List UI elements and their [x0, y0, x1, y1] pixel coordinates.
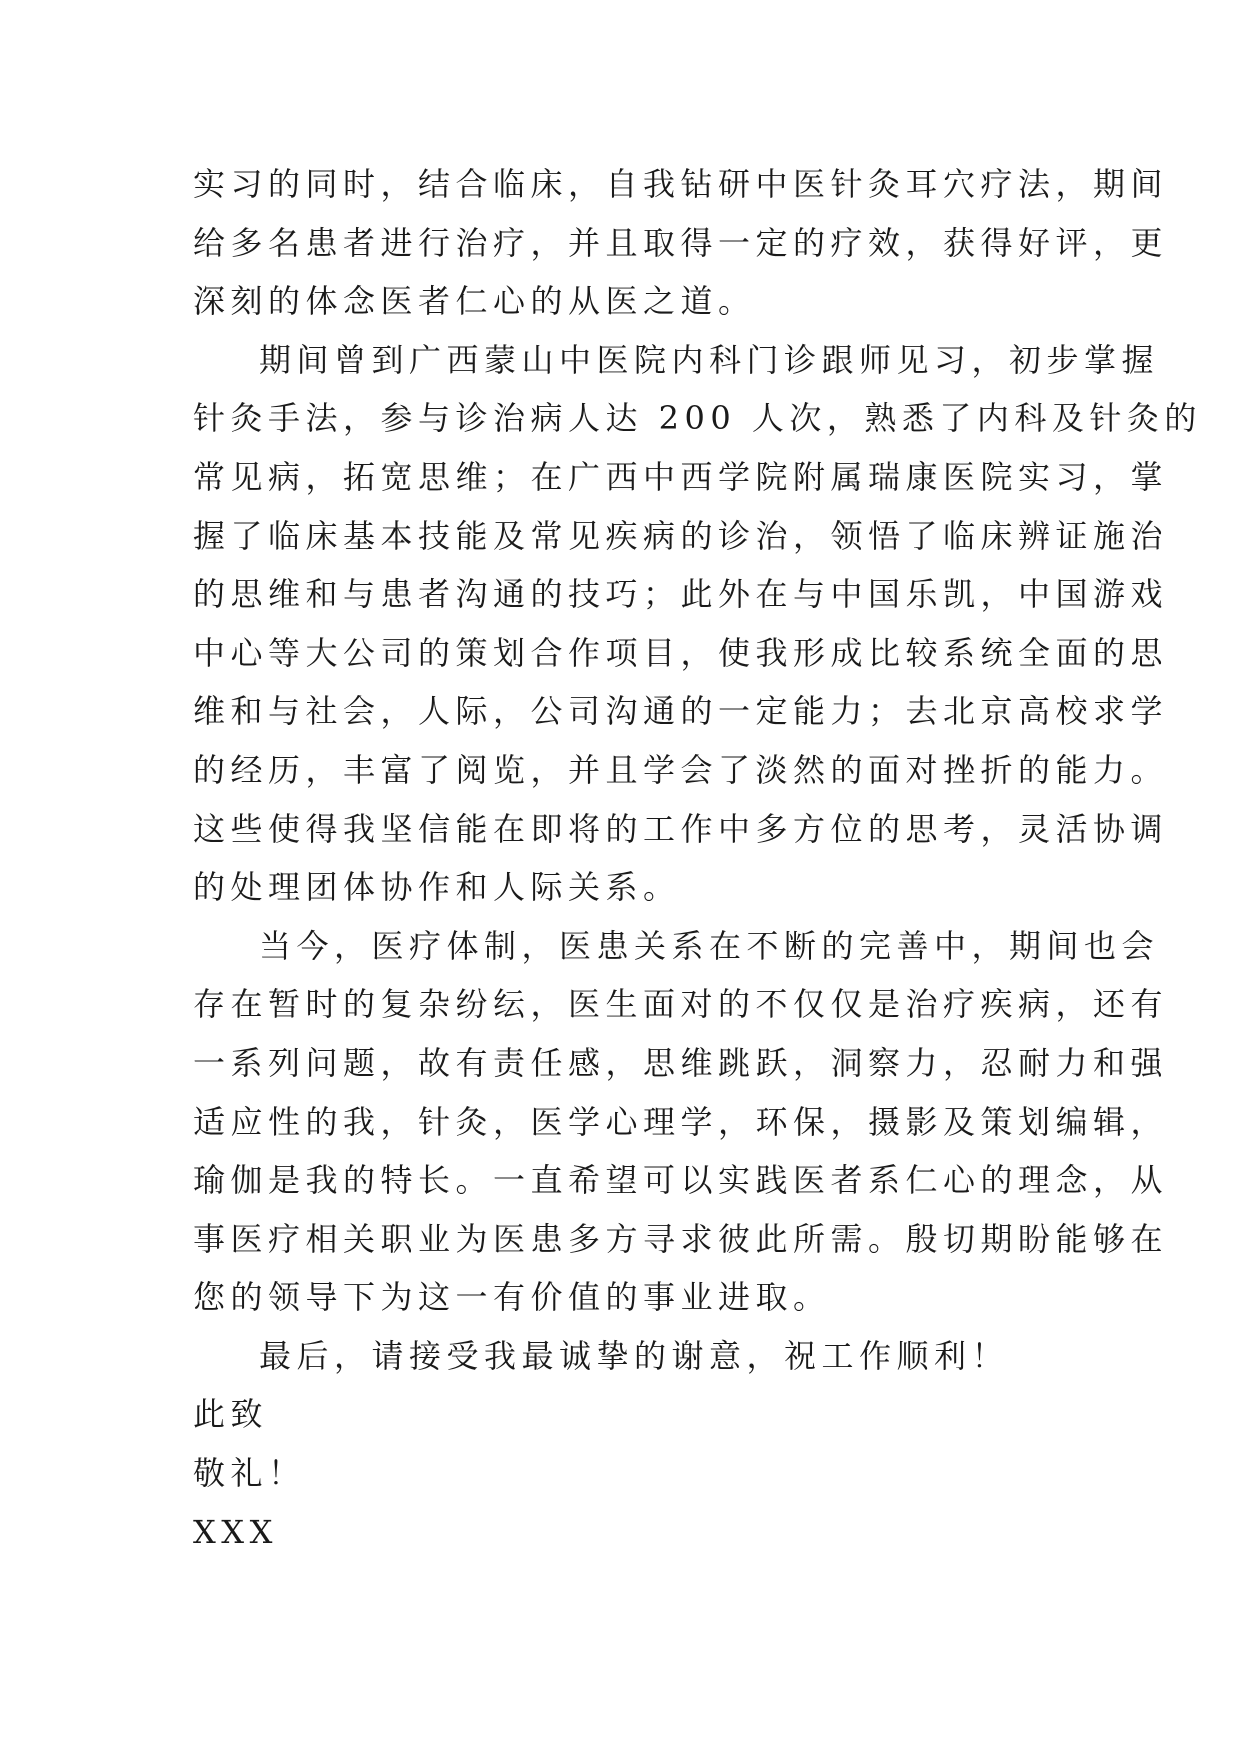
text-line: 深刻的体念医者仁心的从医之道。 [193, 282, 756, 321]
text-line: 常见病，拓宽思维；在广西中西学院附属瑞康医院实习，掌 [193, 457, 1169, 496]
text-line: 握了临床基本技能及常见疾病的诊治，领悟了临床辨证施治 [193, 516, 1169, 555]
text-line: 当今，医疗体制，医患关系在不断的完善中，期间也会 [259, 926, 1160, 965]
text-line: 此致 [193, 1395, 269, 1434]
text-line: 瑜伽是我的特长。一直希望可以实践医者系仁心的理念，从 [193, 1161, 1169, 1200]
text-line: 一系列问题，故有责任感，思维跳跃，洞察力，忍耐力和强 [193, 1043, 1169, 1082]
text-line: 的经历，丰富了阅览，并且学会了淡然的面对挫折的能力。 [193, 750, 1169, 789]
text-line: 这些使得我坚信能在即将的工作中多方位的思考，灵活协调 [193, 809, 1169, 848]
text-line: 敬礼！ [193, 1454, 306, 1493]
text-line: 事医疗相关职业为医患多方寻求彼此所需。殷切期盼能够在 [193, 1219, 1169, 1258]
text-line: 适应性的我，针灸，医学心理学，环保，摄影及策划编辑， [193, 1102, 1169, 1141]
text-line: 维和与社会，人际，公司沟通的一定能力；去北京高校求学 [193, 692, 1169, 731]
text-line: 的处理团体协作和人际关系。 [193, 868, 681, 907]
text-line: 最后，请接受我最诚挚的谢意，祝工作顺利！ [259, 1336, 1010, 1375]
text-line: 针灸手法，参与诊治病人达 200 人次，熟悉了内科及针灸的 [193, 399, 1202, 438]
text-line: 的思维和与患者沟通的技巧；此外在与中国乐凯，中国游戏 [193, 575, 1169, 614]
text-line: 中心等大公司的策划合作项目，使我形成比较系统全面的思 [193, 633, 1169, 672]
text-line: 您的领导下为这一有价值的事业进取。 [193, 1278, 831, 1317]
text-line: 给多名患者进行治疗，并且取得一定的疗效，获得好评，更 [193, 223, 1169, 262]
text-line: 存在暂时的复杂纷纭，医生面对的不仅仅是治疗疾病，还有 [193, 985, 1169, 1024]
letter-body [193, 155, 1202, 1561]
text-line: XXX [193, 1512, 278, 1551]
text-line: 期间曾到广西蒙山中医院内科门诊跟师见习，初步掌握 [259, 340, 1160, 379]
text-line: 实习的同时，结合临床，自我钻研中医针灸耳穴疗法，期间 [193, 165, 1169, 203]
